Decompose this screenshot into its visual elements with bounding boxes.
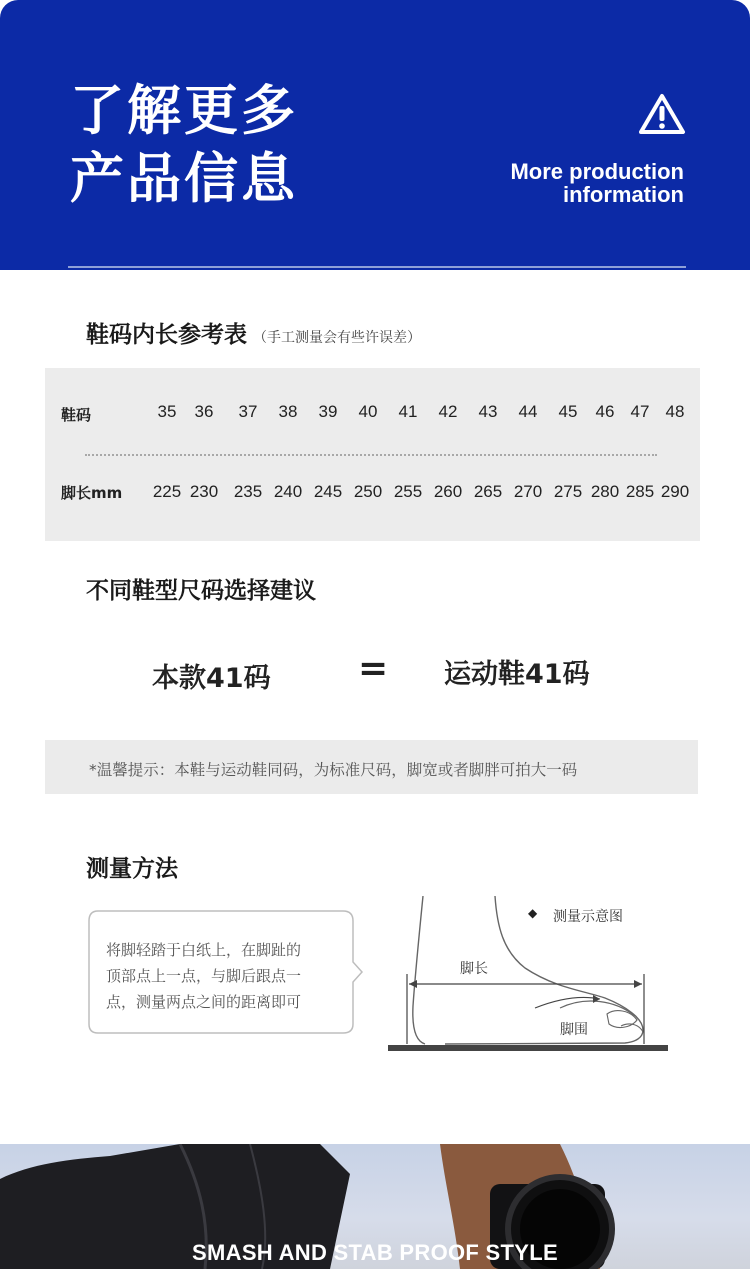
- measure-line2: 顶部点上一点，与脚后跟点一: [106, 967, 302, 985]
- length-cell: 240: [273, 482, 303, 501]
- size-cell: 35: [157, 402, 177, 421]
- warning-icon: [638, 92, 686, 136]
- length-cell: 265: [473, 482, 503, 501]
- size-cell: 44: [518, 402, 538, 421]
- length-cell: 270: [513, 482, 543, 501]
- recommend-title: 不同鞋型尺码选择建议: [86, 578, 316, 604]
- measure-line1: 将脚轻踏于白纸上，在脚趾的: [106, 941, 302, 959]
- size-cell: 36: [194, 402, 214, 421]
- diagram-legend: 测量示意图: [553, 909, 623, 925]
- row-label-size: 鞋码: [61, 406, 92, 424]
- size-table: [45, 368, 700, 541]
- hero-subtitle-line2: information: [563, 182, 684, 207]
- length-cell: 255: [393, 482, 423, 501]
- tip-box: [45, 740, 698, 794]
- hero-title-line1: 了解更多: [70, 79, 298, 142]
- size-cell: 42: [438, 402, 458, 421]
- size-cell: 37: [238, 402, 258, 421]
- measure-instructions: [106, 937, 356, 1015]
- size-cell: 48: [665, 402, 685, 421]
- label-foot-girth: 脚围: [560, 1022, 588, 1038]
- hero-banner: [0, 0, 750, 270]
- length-cell: 235: [233, 482, 263, 501]
- length-cell: 275: [553, 482, 583, 501]
- size-cell: 46: [595, 402, 615, 421]
- length-cell: 230: [189, 482, 219, 501]
- length-cell: 260: [433, 482, 463, 501]
- size-chart-note: （手工测量会有些许误差）: [253, 330, 421, 346]
- recommend-this-model: 本款41码: [152, 663, 271, 694]
- diagram-legend-icon: ◆: [528, 906, 538, 920]
- table-divider: [85, 454, 657, 456]
- length-cell: 225: [152, 482, 182, 501]
- size-cell: 39: [318, 402, 338, 421]
- size-cell: 40: [358, 402, 378, 421]
- size-chart-title-text: 鞋码内长参考表: [86, 322, 247, 348]
- equals-sign: =: [358, 648, 389, 689]
- length-cell: 280: [590, 482, 620, 501]
- hero-title-line2: 产品信息: [70, 147, 298, 210]
- length-cell: 290: [660, 482, 690, 501]
- hero-subtitle-line1: More production: [510, 159, 684, 184]
- measure-title: 测量方法: [86, 856, 178, 882]
- size-cell: 43: [478, 402, 498, 421]
- measure-line3: 点，测量两点之间的距离即可: [106, 993, 302, 1011]
- size-cell: 45: [558, 402, 578, 421]
- banner-caption: SMASH AND STAB PROOF STYLE: [192, 1240, 558, 1265]
- label-foot-length: 脚长: [460, 961, 488, 977]
- recommend-sport-shoe: 运动鞋41码: [444, 659, 590, 690]
- size-cell: 47: [630, 402, 650, 421]
- hero-divider: [68, 266, 686, 268]
- length-cell: 250: [353, 482, 383, 501]
- size-cell: 41: [398, 402, 418, 421]
- row-label-length: 脚长mm: [61, 484, 123, 502]
- size-chart-title: [86, 316, 421, 349]
- size-cell: 38: [278, 402, 298, 421]
- foot-diagram: [385, 896, 670, 1056]
- tip-text: *温馨提示：本鞋与运动鞋同码，为标准尺码，脚宽或者脚胖可拍大一码: [89, 761, 578, 779]
- hero-subtitle: [510, 160, 684, 206]
- length-cell: 245: [313, 482, 343, 501]
- length-cell: 285: [625, 482, 655, 501]
